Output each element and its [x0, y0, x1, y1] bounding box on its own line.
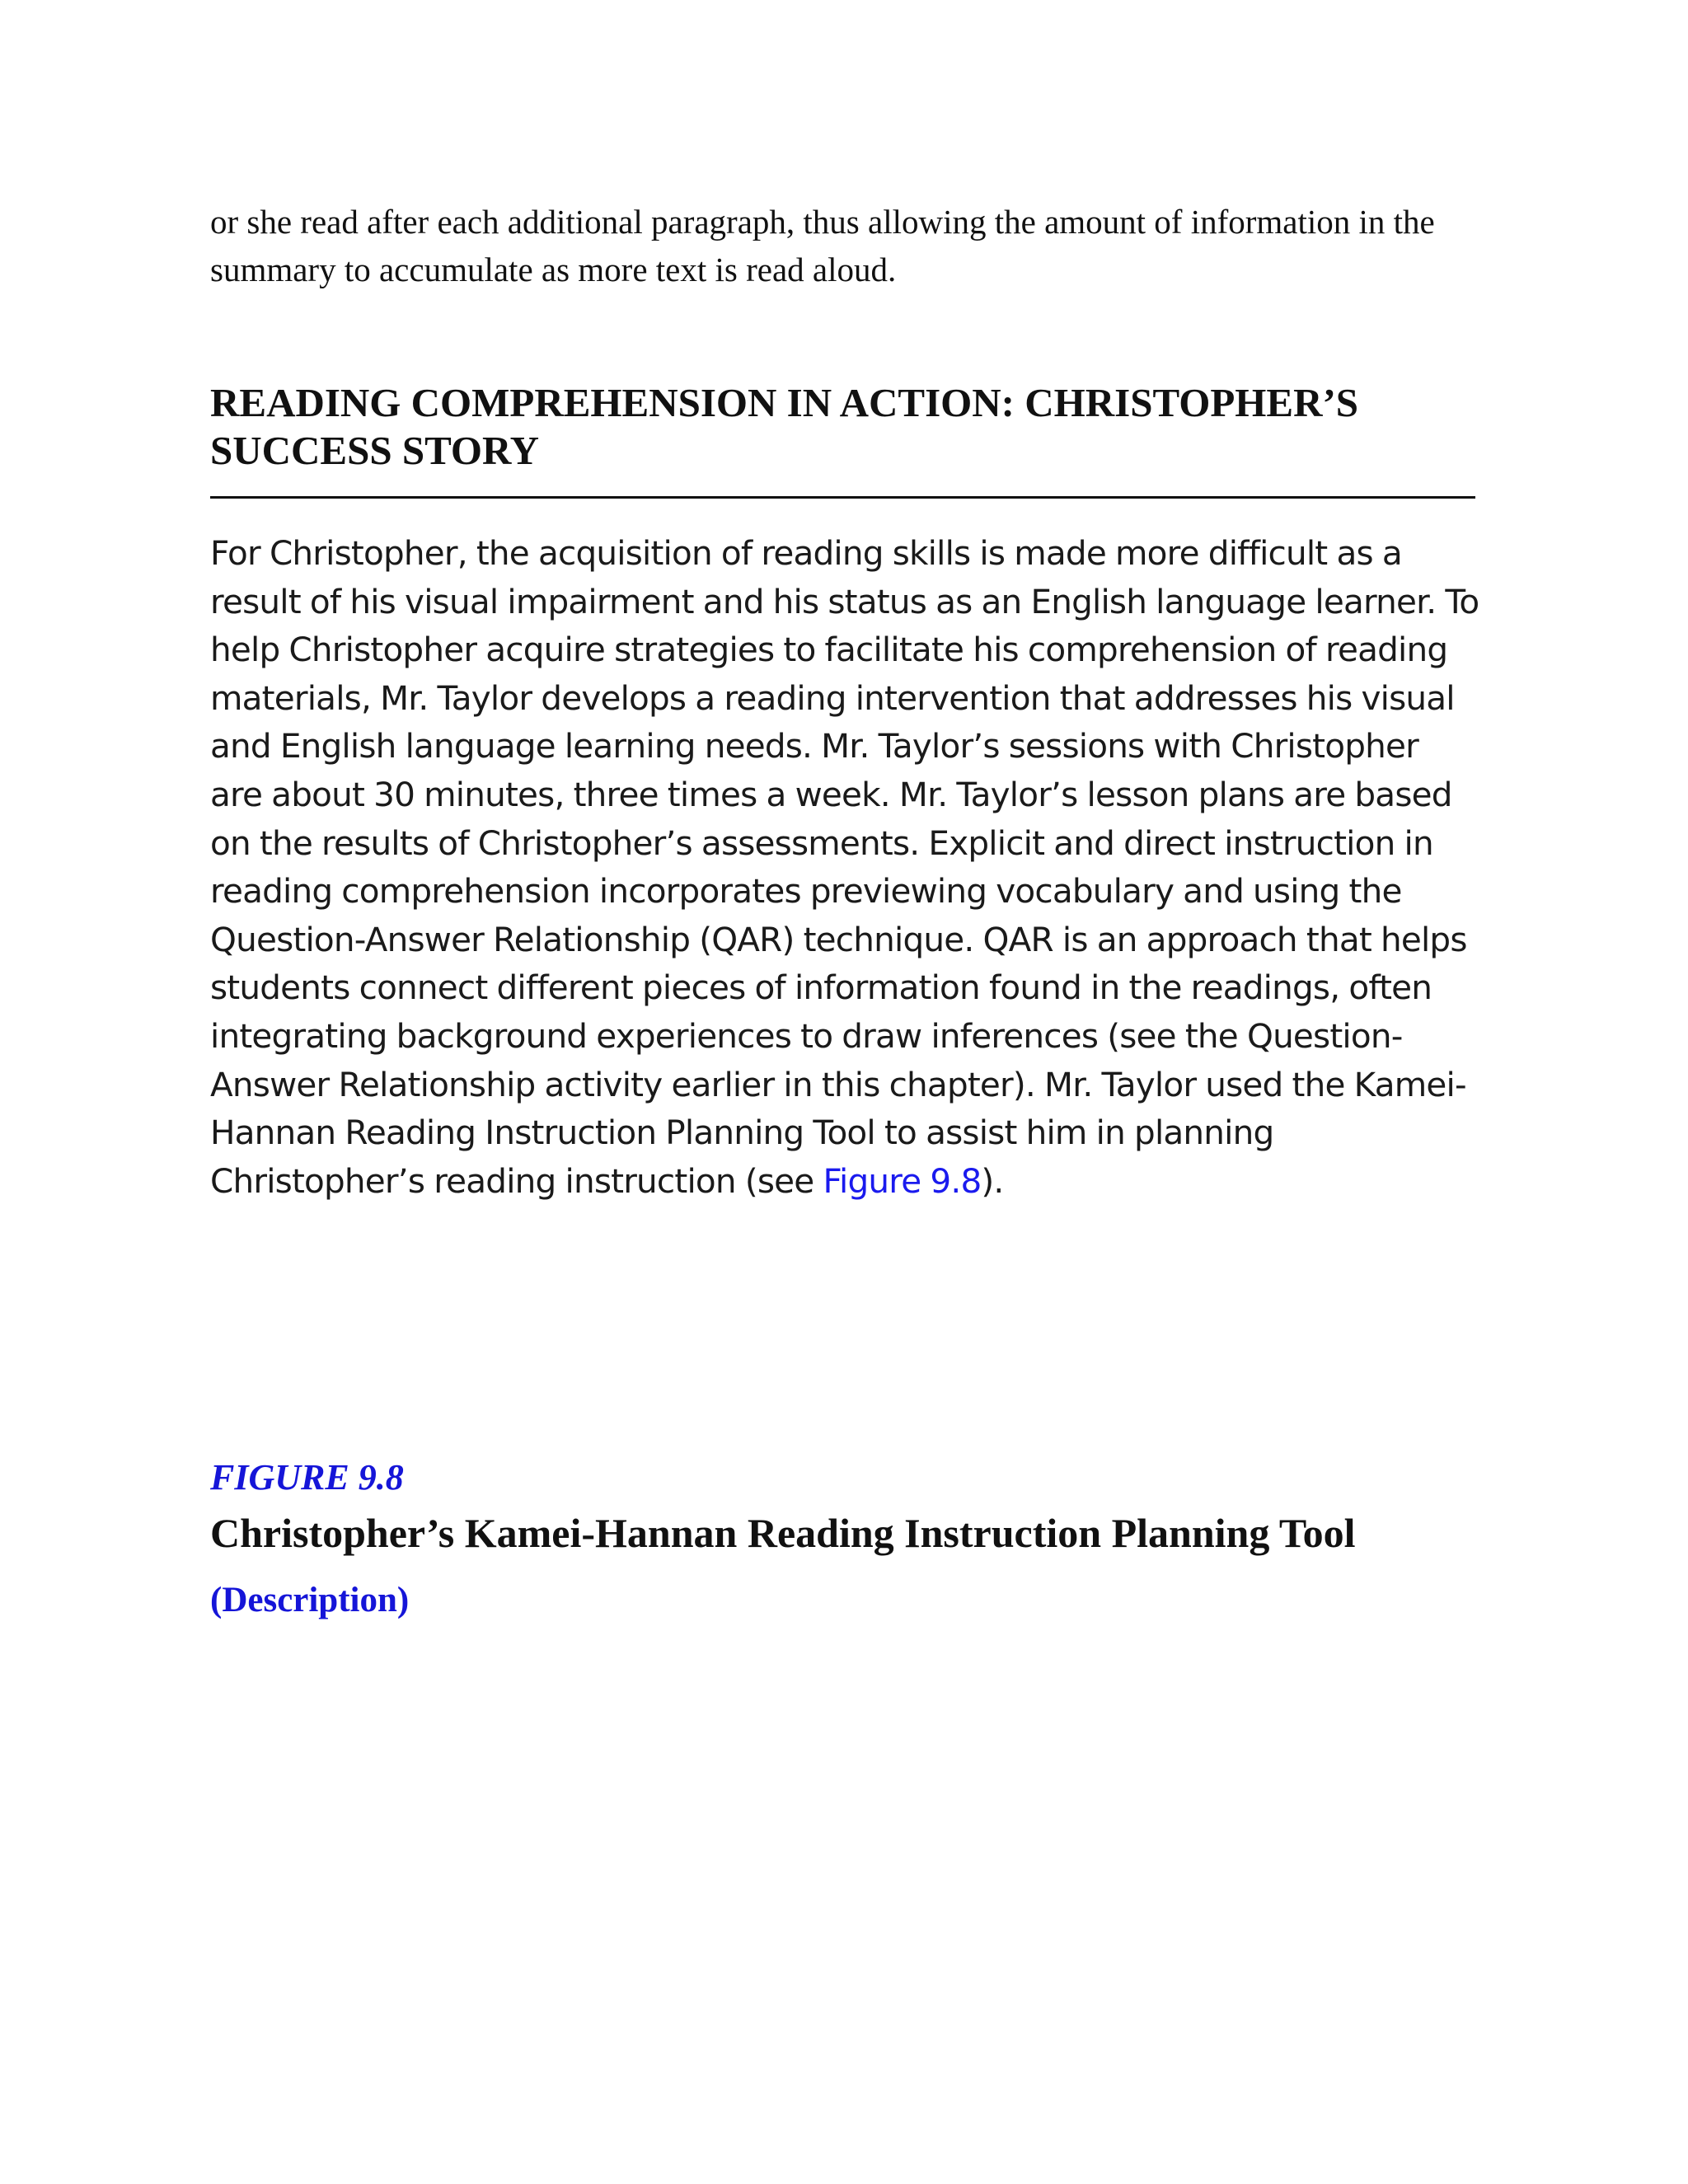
section-heading: READING COMPREHENSION IN ACTION: CHRISTOPHER’S SUCCESS STORY [210, 380, 1359, 473]
figure-reference-link[interactable]: Figure 9.8 [823, 1160, 982, 1201]
body-paragraph [210, 529, 1479, 1205]
body-text-after-link: ). [981, 1160, 1004, 1201]
intro-paragraph: or she read after each additional paragraph, thus allowing the amount of information in the summary to accumulate as more text is read aloud. [210, 203, 1435, 288]
figure-title: Christopher’s Kamei-Hannan Reading Instruction Planning Tool [210, 1510, 1356, 1556]
figure-label: FIGURE 9.8 [210, 1457, 404, 1497]
body-text-before-link: For Christopher, the acquisition of reading skills is made more difficult as a result of his visual impairment and his status as an English language learner. To help Christopher acquire strategies to facilitate his comprehension of reading materials, Mr. Taylor develops a reading intervention that addresses his visual and English language learning needs. Mr. Taylor’s sessions with Christopher are about 30 minutes, three times a week. Mr. Taylor’s lesson plans are based on the results of Christopher’s assessments. Explicit and direct instruction in reading comprehension incorporates previewing vocabulary and using the Question-Answer Relationship (QAR) technique. QAR is an approach that helps students connect different pieces of information found in the readings, often integrating background experiences to draw inferences (see the Question-Answer Relationship activity earlier in this chapter). Mr. Taylor used the Kamei-Hannan Reading Instruction Planning Tool to assist him in planning Christopher’s reading instruction (see [210, 533, 1479, 1201]
figure-description-link[interactable]: (Description) [210, 1581, 410, 1619]
page-content [210, 198, 1479, 1619]
heading-divider [210, 496, 1475, 499]
